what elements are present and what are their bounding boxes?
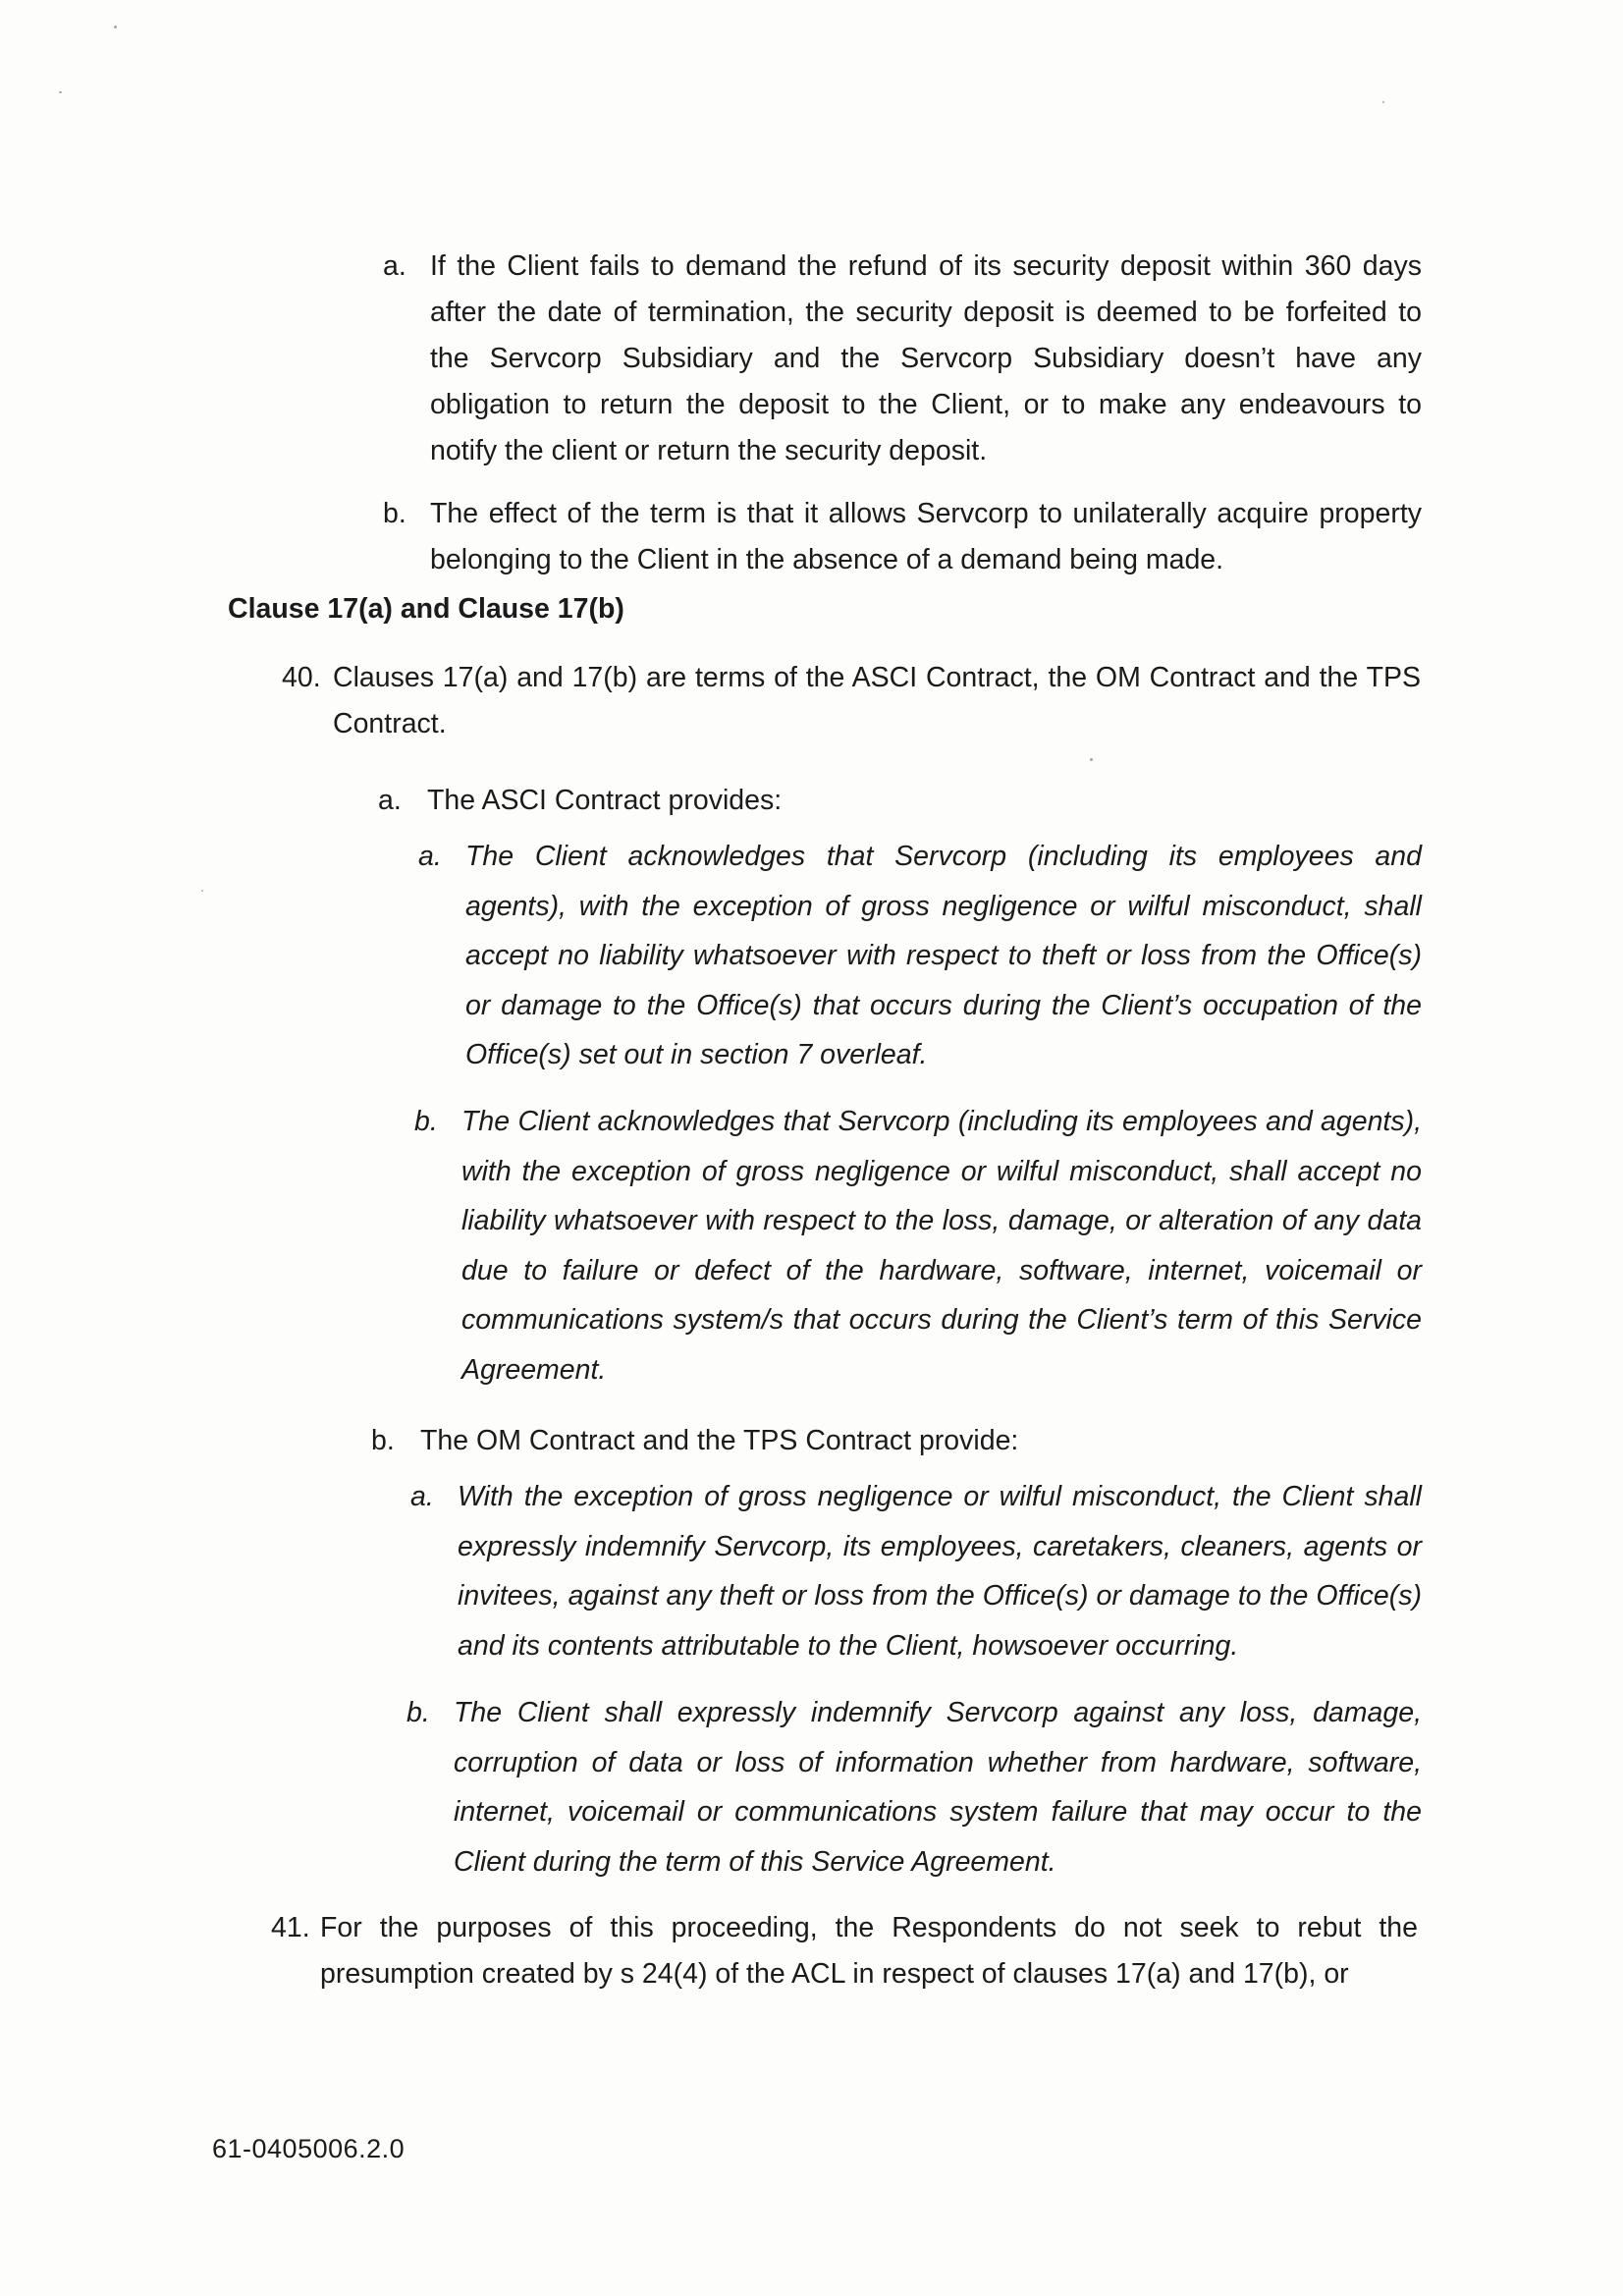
list-marker: b. xyxy=(371,1425,395,1456)
quote-asci-a xyxy=(418,832,1422,1080)
quote-text: The Client acknowledges that Servcorp (including its employees and agents), with the exception of gross negligence or wilful misconduct, shall accept no liability whatsoever with respect to theft or loss from the Office(s) or damage to the Office(s) that occurs during the Client’s occupation of the Office(s) set out in section 7 overleaf. xyxy=(465,841,1422,1070)
sub-item-intro: The OM Contract and the TPS Contract provide: xyxy=(420,1425,1019,1456)
quote-om-tps-a xyxy=(410,1472,1422,1670)
scan-speck xyxy=(1090,758,1093,761)
paragraph-40 xyxy=(282,655,1421,747)
quote-asci-b xyxy=(414,1097,1422,1394)
list-item-text: The effect of the term is that it allows Servcorp to unilaterally acquire property belonging to the Client in the absence of a demand being made. xyxy=(430,498,1422,575)
sub-item-om-tps xyxy=(371,1418,1157,1464)
scan-speck xyxy=(1382,101,1384,103)
scan-speck xyxy=(59,91,62,93)
paragraph-text: Clauses 17(a) and 17(b) are terms of the ASCI Contract, the OM Contract and the TPS Contract. xyxy=(333,662,1421,739)
list-item-39b xyxy=(383,491,1424,583)
scan-speck xyxy=(114,26,117,28)
quote-marker: b. xyxy=(414,1106,438,1137)
list-marker: b. xyxy=(383,498,406,529)
list-item-text: If the Client fails to demand the refund of its security deposit within 360 days after the date of termination, the security deposit is deemed to be forfeited to the Servcorp Subsidiary and the Servcorp Subsidiary doesn’t have any obligation to return the deposit to the Client, or to make any endeavours to notify the client or return the security deposit. xyxy=(430,250,1422,466)
paragraph-text: For the purposes of this proceeding, the Respondents do not seek to rebut the presumption created by s 24(4) of the ACL in respect of clauses 17(a) and 17(b), or xyxy=(320,1912,1418,1990)
paragraph-number: 40. xyxy=(282,662,321,693)
quote-om-tps-b xyxy=(406,1688,1422,1886)
quote-text: With the exception of gross negligence or wilful misconduct, the Client shall expressly indemnify Servcorp, its employees, caretakers, cleaners, agents or invitees, against any theft or loss from the Office(s) or damage to the Office(s) and its contents attributable to the Client, howsoever occurring. xyxy=(458,1481,1422,1662)
quote-text: The Client acknowledges that Servcorp (including its employees and agents), with the exception of gross negligence or wilful misconduct, shall accept no liability whatsoever with respect to the loss, damage, or alteration of any data due to failure or defect of the hardware, software, internet, voicemail or communications system/s that occurs during the Client’s term of this Service Agreement. xyxy=(461,1106,1422,1386)
paragraph-41 xyxy=(271,1905,1418,1997)
quote-marker: a. xyxy=(410,1481,434,1512)
sub-item-intro: The ASCI Contract provides: xyxy=(427,785,783,816)
list-marker: a. xyxy=(383,250,406,282)
paragraph-number: 41. xyxy=(271,1912,310,1943)
quote-marker: a. xyxy=(418,841,442,872)
scan-speck xyxy=(201,890,203,892)
document-id: 61-0405006.2.0 xyxy=(212,2134,406,2163)
list-marker: a. xyxy=(378,785,402,816)
section-heading: Clause 17(a) and Clause 17(b) xyxy=(228,593,624,625)
quote-marker: b. xyxy=(406,1697,430,1728)
list-item-39a xyxy=(383,244,1424,474)
sub-item-asci xyxy=(378,778,1065,824)
quote-text: The Client shall expressly indemnify Servcorp against any loss, damage, corruption of data or loss of information whether from hardware, software, internet, voicemail or communications system failure that may occur to the Client during the term of this Service Agreement. xyxy=(454,1697,1422,1878)
